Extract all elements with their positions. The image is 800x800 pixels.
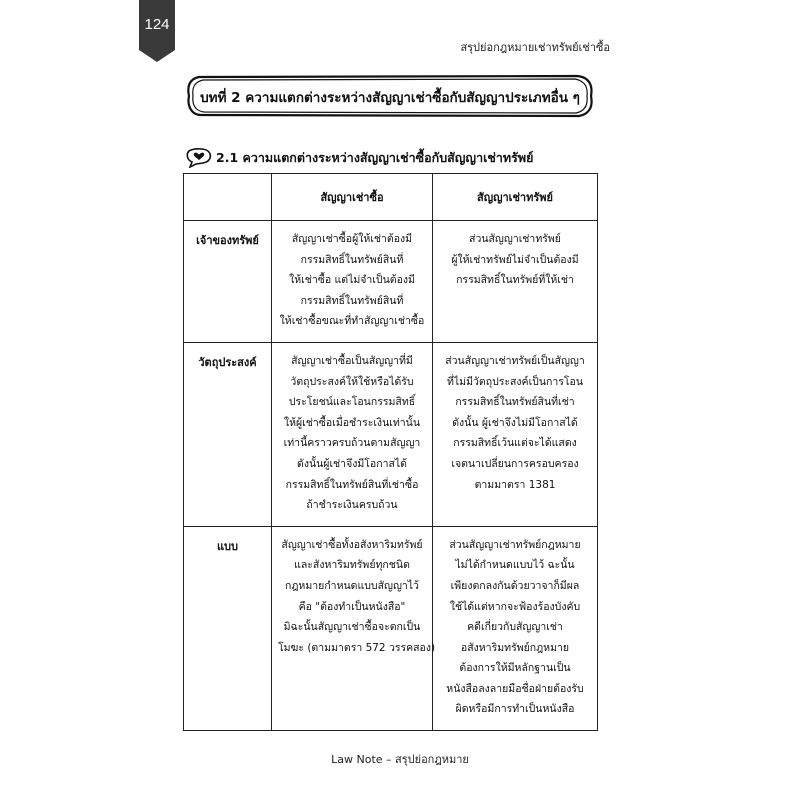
table-header-row [184,174,598,221]
text-line: กรรมสิทธิ์เว้นแต่จะได้แสดง [453,437,577,450]
cell-purpose-lease [433,342,598,526]
cell-owner-lease [433,221,598,343]
text-line: กรรมสิทธิ์ในทรัพย์สินที่ [300,294,404,307]
comparison-table [183,173,598,731]
page-number-badge [139,0,175,62]
header-blank-cell [184,174,272,221]
heart-speech-bubble-icon [186,148,212,168]
text-line: คือ "ต้องทำเป็นหนังสือ" [298,600,406,613]
table-row-form [184,526,598,730]
running-header: สรุปย่อกฎหมายเช่าทรัพย์เช่าซื้อ [460,41,610,54]
text-line: ดังนั้นผู้เช่าจึงมีโอกาสได้ [297,457,407,470]
text-line: และสังหาริมทรัพย์ทุกชนิด [294,559,410,572]
text-line: สัญญาเช่าซื้อผู้ให้เช่าต้องมี [291,233,413,245]
header-lease: สัญญาเช่าทรัพย์ [433,174,598,221]
text-line: ผู้ให้เช่าทรัพย์ไม่จำเป็นต้องมี [451,253,579,266]
text-line: สัญญาเช่าซื้อทั้งอสังหาริมทรัพย์ [281,538,423,551]
text-line: กรรมสิทธิ์ในทรัพย์สินที่เช่าซื้อ [285,478,419,491]
table-row-purpose [184,342,598,526]
text-line: ส่วนสัญญาเช่าทรัพย์เป็นสัญญา [445,354,585,367]
section-heading [186,148,533,168]
text-line: คดีเกี่ยวกับสัญญาเช่า [467,621,563,634]
text-line: อสังหาริมทรัพย์กฎหมาย [460,641,570,654]
text-line: ต้องการให้มีหลักฐานเป็น [459,662,571,675]
row-label-purpose: วัตถุประสงค์ [184,342,272,526]
table-row-owner [184,221,598,343]
text-line: ให้ผู้เช่าซื้อเมื่อชำระเงินเท่านั้น [283,416,421,429]
text-line: ส่วนสัญญาเช่าทรัพย์กฎหมาย [449,538,581,551]
text-line: เจตนาเปลี่ยนการครอบครอง [451,457,579,470]
text-line: วัตถุประสงค์ให้ใช้หรือได้รับ [290,375,414,388]
text-line: ส่วนสัญญาเช่าทรัพย์ [469,233,561,245]
chapter-title-box [185,73,595,119]
text-line: สัญญาเช่าซื้อเป็นสัญญาที่มี [291,354,413,367]
text-line: มิฉะนั้นสัญญาเช่าซื้อจะตกเป็น [283,621,421,634]
text-line: ให้เช่าซื้อขณะที่ทำสัญญาเช่าซื้อ [279,315,425,328]
text-line: กฎหมายกำหนดแบบสัญญาไว้ [285,579,419,592]
text-line: ใช้ได้แต่หากจะฟ้องร้องบังคับ [449,600,581,613]
text-line: ที่ไม่มีวัตถุประสงค์เป็นการโอน [446,375,584,388]
text-line: เพียงตกลงกันด้วยวาจาก็มีผล [450,579,580,592]
text-line: ไม่ได้กำหนดแบบไว้ ฉะนั้น [455,559,575,572]
text-line: กรรมสิทธิ์ในทรัพย์สินที่เช่า [455,396,575,409]
section-heading-text: 2.1 ความแตกต่างระหว่างสัญญาเช่าซื้อกับสัญญาเช่าทรัพย์ [216,150,534,165]
text-line: ประโยชน์และโอนกรรมสิทธิ์ [288,396,416,409]
text-line: ถ้าชำระเงินครบถ้วน [306,499,398,512]
page-footer: Law Note – สรุปย่อกฎหมาย [331,753,469,766]
text-line: ผิดหรือมีการทำเป็นหนังสือ [455,703,575,716]
row-label-form: แบบ [184,526,272,730]
text-line: หนังสือลงลายมือชื่อฝ่ายต้องรับ [446,682,584,695]
chapter-title: บทที่ 2 ความแตกต่างระหว่างสัญญาเช่าซื้อกับสัญญาประเภทอื่น ๆ [200,90,580,106]
header-hire-purchase: สัญญาเช่าซื้อ [272,174,433,221]
text-line: ให้เช่าซื้อ แต่ไม่จำเป็นต้องมี [289,274,415,287]
row-label-owner: เจ้าของทรัพย์ [184,221,272,343]
text-line: กรรมสิทธิ์ในทรัพย์ที่ให้เช่า [456,274,574,287]
text-line: ดังนั้น ผู้เช่าจึงไม่มีโอกาสได้ [452,416,578,429]
page-number: 124 [144,16,170,33]
cell-purpose-hire-purchase [272,342,433,526]
cell-owner-hire-purchase [272,221,433,343]
text-line: เท่านี้คราวครบถ้วนตามสัญญา [283,437,421,450]
text-line: กรรมสิทธิ์ในทรัพย์สินที่ [300,253,404,266]
text-line: ตามมาตรา 1381 [474,478,556,491]
cell-form-lease [433,526,598,730]
text-line: โมฆะ (ตามมาตรา 572 วรรคสอง) [278,641,436,654]
cell-form-hire-purchase [272,526,436,730]
